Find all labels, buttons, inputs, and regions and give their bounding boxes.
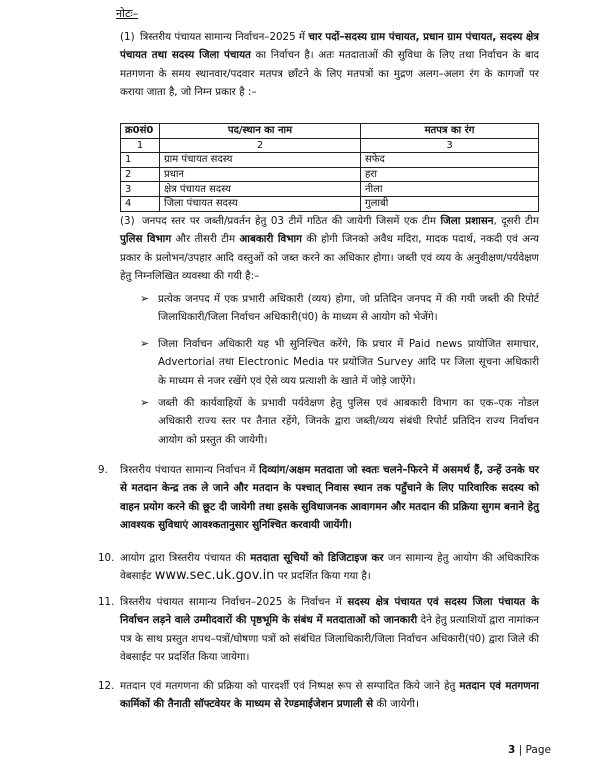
item-10-text-a: आयोग द्वारा त्रिस्तरीय पंचायत की [120, 552, 251, 564]
item-1-number: (1) [120, 31, 135, 43]
arrow-bullet-icon: ➢ [140, 292, 150, 305]
item-10-text-c: पर प्रदर्शित किया गया है। [274, 570, 371, 583]
item-12-text [120, 677, 539, 714]
bullet-item: जब्ती की कार्यवाहियों के प्रभावी पर्यवेक्षण हेतु पुलिस एवं आबकारी विभाग का एक–एक नोडल अधिकारी राज्य स्तर पर तैनात रहेंगे, जिनके द्वारा जब्ती/व्यय संबंधी रिपोर्ट प्रतिदिन राज्य निर्वाचन आयोग को प्रस्तुत की जायेगी। [158, 397, 539, 446]
table-row [121, 182, 539, 197]
item-10-bold-a: मतदाता सूचियों को डिजिटाइज कर [250, 552, 384, 564]
arrow-bullet-icon: ➢ [140, 337, 150, 350]
table-cell: ग्राम पंचायत सदस्य [160, 153, 361, 168]
table-cell: हरा [361, 167, 539, 182]
arrow-bullet-icon: ➢ [140, 396, 150, 409]
table-header-cell: पद/स्थान का नाम [160, 124, 361, 139]
item-3-bold-c: आबकारी विभाग [239, 233, 302, 246]
item-1-bold-a: चार पदों–सदस्य ग्राम पंचायत, प्रधान ग्राम पंचायत, सदस्य क्षेत्र पंचायत तथा सदस्य जिला पंचायत [120, 31, 539, 62]
notes-heading: नोटः– [116, 7, 139, 20]
item-12-bold-a: मतदान एवं मतगणना कार्मिकों की तैनाती सॉफ्टवेयर के माध्यम से रेण्डमाईजेशन प्रणाली से [120, 680, 539, 711]
item-9-text [120, 461, 539, 535]
item-3-text [120, 212, 539, 286]
item-9-bold-a: दिव्यांग/अक्षम मतदाता जो स्वतः चलने–फिरने में असमर्थ हैं, उन्हें उनके घर से मतदान केन्द्र तक ले जाने और मतदान के पश्चात् निवास स्थान तक पहुँचाने के लिए पारिवारिक सदस्य को वाहन प्रयोग करने की छूट दी जायेगी तथा इसके सुविधाजनक आवागमन और मतदान की प्रक्रिया सुगम बनाने हेतु आवश्यक सुविधाएं आवश्कतानुसार सुनिश्चित करवायी जायेंगी। [120, 464, 540, 532]
item-3-bold-b: पुलिस विभाग [120, 233, 172, 246]
table-cell: गुलाबी [361, 196, 539, 211]
bullet-item: प्रत्येक जनपद में एक प्रभारी अधिकारी (व्यय) होगा, जो प्रतिदिन जनपद में की गयी जब्ती की रिपोर्ट जिलाधिकारी/जिला निर्वाचन अधिकारी(पं0) के माध्यम से आयोग को भेजेंगे। [158, 293, 539, 324]
item-3-number: (3) [120, 215, 135, 227]
item-1-text [120, 28, 539, 102]
item-11-text [120, 593, 539, 667]
table-header-cell: क्र0सं0 [121, 124, 160, 139]
table-row [121, 167, 539, 182]
table-row [121, 196, 539, 211]
footer-separator: | [515, 744, 526, 756]
table-row [121, 153, 539, 168]
table-header-row [121, 124, 539, 139]
table-cell: 1 [121, 153, 160, 168]
page-footer [508, 744, 551, 756]
table-header-cell: मतपत्र का रंग [361, 124, 539, 139]
table-colnum-row [121, 138, 539, 153]
table-colnum-cell: 3 [361, 138, 539, 153]
item-10-number: 10. [98, 552, 115, 564]
item-1-text-b: का निर्वाचन है। अतः मतदाताओं की सुविधा के लिए तथा निर्वाचन के बाद मतगणना के समय स्थानवार/पदवार मतपत्र छाँटने के लिए मतपत्रों का मुद्रण अलग–अलग रंग के कागजों पर कराया जाता है, जो निम्न प्रकार है :– [120, 49, 539, 99]
item-3-text-a: जनपद स्तर पर जब्ती/प्रवर्तन हेतु 03 टीमें गठित की जायेगी जिसमें एक टीम [142, 215, 441, 227]
item-9-text-a: त्रिस्तरीय पंचायत सामान्य निर्वाचन में [120, 464, 260, 476]
item-11-number: 11. [98, 596, 115, 608]
item-12-text-b: की जायेगी। [373, 698, 419, 711]
item-10-text [120, 549, 539, 586]
table-cell: सफेद [361, 153, 539, 168]
website-url: www.sec.uk.gov.in [154, 568, 275, 584]
ballot-color-table [120, 123, 539, 212]
page-label: Page [525, 744, 551, 756]
table-cell: जिला पंचायत सदस्य [160, 196, 361, 211]
item-3-text-c: और तीसरी टीम [171, 233, 240, 246]
table-colnum-cell: 2 [160, 138, 361, 153]
table-cell: नीला [361, 182, 539, 197]
table-cell: 4 [121, 196, 160, 211]
item-10-text-b: जन सामान्य हेतु आयोग की अधिकारिक वेबसाईट [120, 552, 540, 583]
table-cell: 3 [121, 182, 160, 197]
table-cell: प्रधान [160, 167, 361, 182]
item-11-text-a: त्रिस्तरीय पंचायत सामान्य निर्वाचन–2025 के निर्वाचन में [120, 596, 348, 608]
item-12-number: 12. [98, 680, 115, 692]
item-3-text-b: , दूसरी टीम [493, 215, 539, 227]
page-number: 3 [508, 744, 516, 756]
item-3-bold-a: जिला प्रशासन [440, 215, 494, 227]
item-11-text-b: देने हेतु प्रत्याशियों द्वारा नामांकन पत्र के साथ प्रस्तुत शपथ–पत्रों/घोषणा पत्रों को संबंधित जिलाधिकारी/जिला निर्वाचन अधिकारी(पं0) द्वारा जिले की वेबसाईट पर प्रदर्शित किया जायेगा। [120, 614, 539, 664]
table-colnum-cell: 1 [121, 138, 160, 153]
table-cell: क्षेत्र पंचायत सदस्य [160, 182, 361, 197]
bullet-item: जिला निर्वाचन अधिकारी यह भी सुनिश्चित करेंगे, कि प्रचार में Paid news प्रायोजित समाचार, Advertorial तथा Electronic Media पर प्रयोजित Survey आदि पर जिला सूचना अधिकारी के माध्यम से नजर रखेंगे एवं ऐसे व्यय प्रत्याशी के खाते में जोड़े जाऐंगे। [158, 338, 539, 387]
item-9-number: 9. [98, 464, 108, 476]
item-12-text-a: मतदान एवं मतगणना की प्रक्रिया को पारदर्शी एवं निष्पक्ष रूप से सम्पादित किये जाने हेतु [120, 680, 460, 692]
item-1-text-a: त्रिस्तरीय पंचायत सामान्य निर्वाचन–2025 में [140, 31, 309, 43]
item-3-text-d: की होगी जिनको अवैध मदिरा, मादक पदार्थ, नकदी एवं अन्य प्रकार के प्रलोभन/उपहार आदि वस्तुओं को जब्त करने का अधिकार होगा। जब्ती एवं व्यय के अनुवीक्षण/पर्यवेक्षण हेतु निम्नलिखित व्यवस्था की गयी है:– [120, 233, 539, 283]
item-11-bold-a: सदस्य क्षेत्र पंचायत एवं सदस्य जिला पंचायत के निर्वाचन लड़ने वाले उम्मीदवारों की पृष्ठभूमि के संबंध में मतदाताओं को जानकारी [120, 596, 539, 627]
table-cell: 2 [121, 167, 160, 182]
